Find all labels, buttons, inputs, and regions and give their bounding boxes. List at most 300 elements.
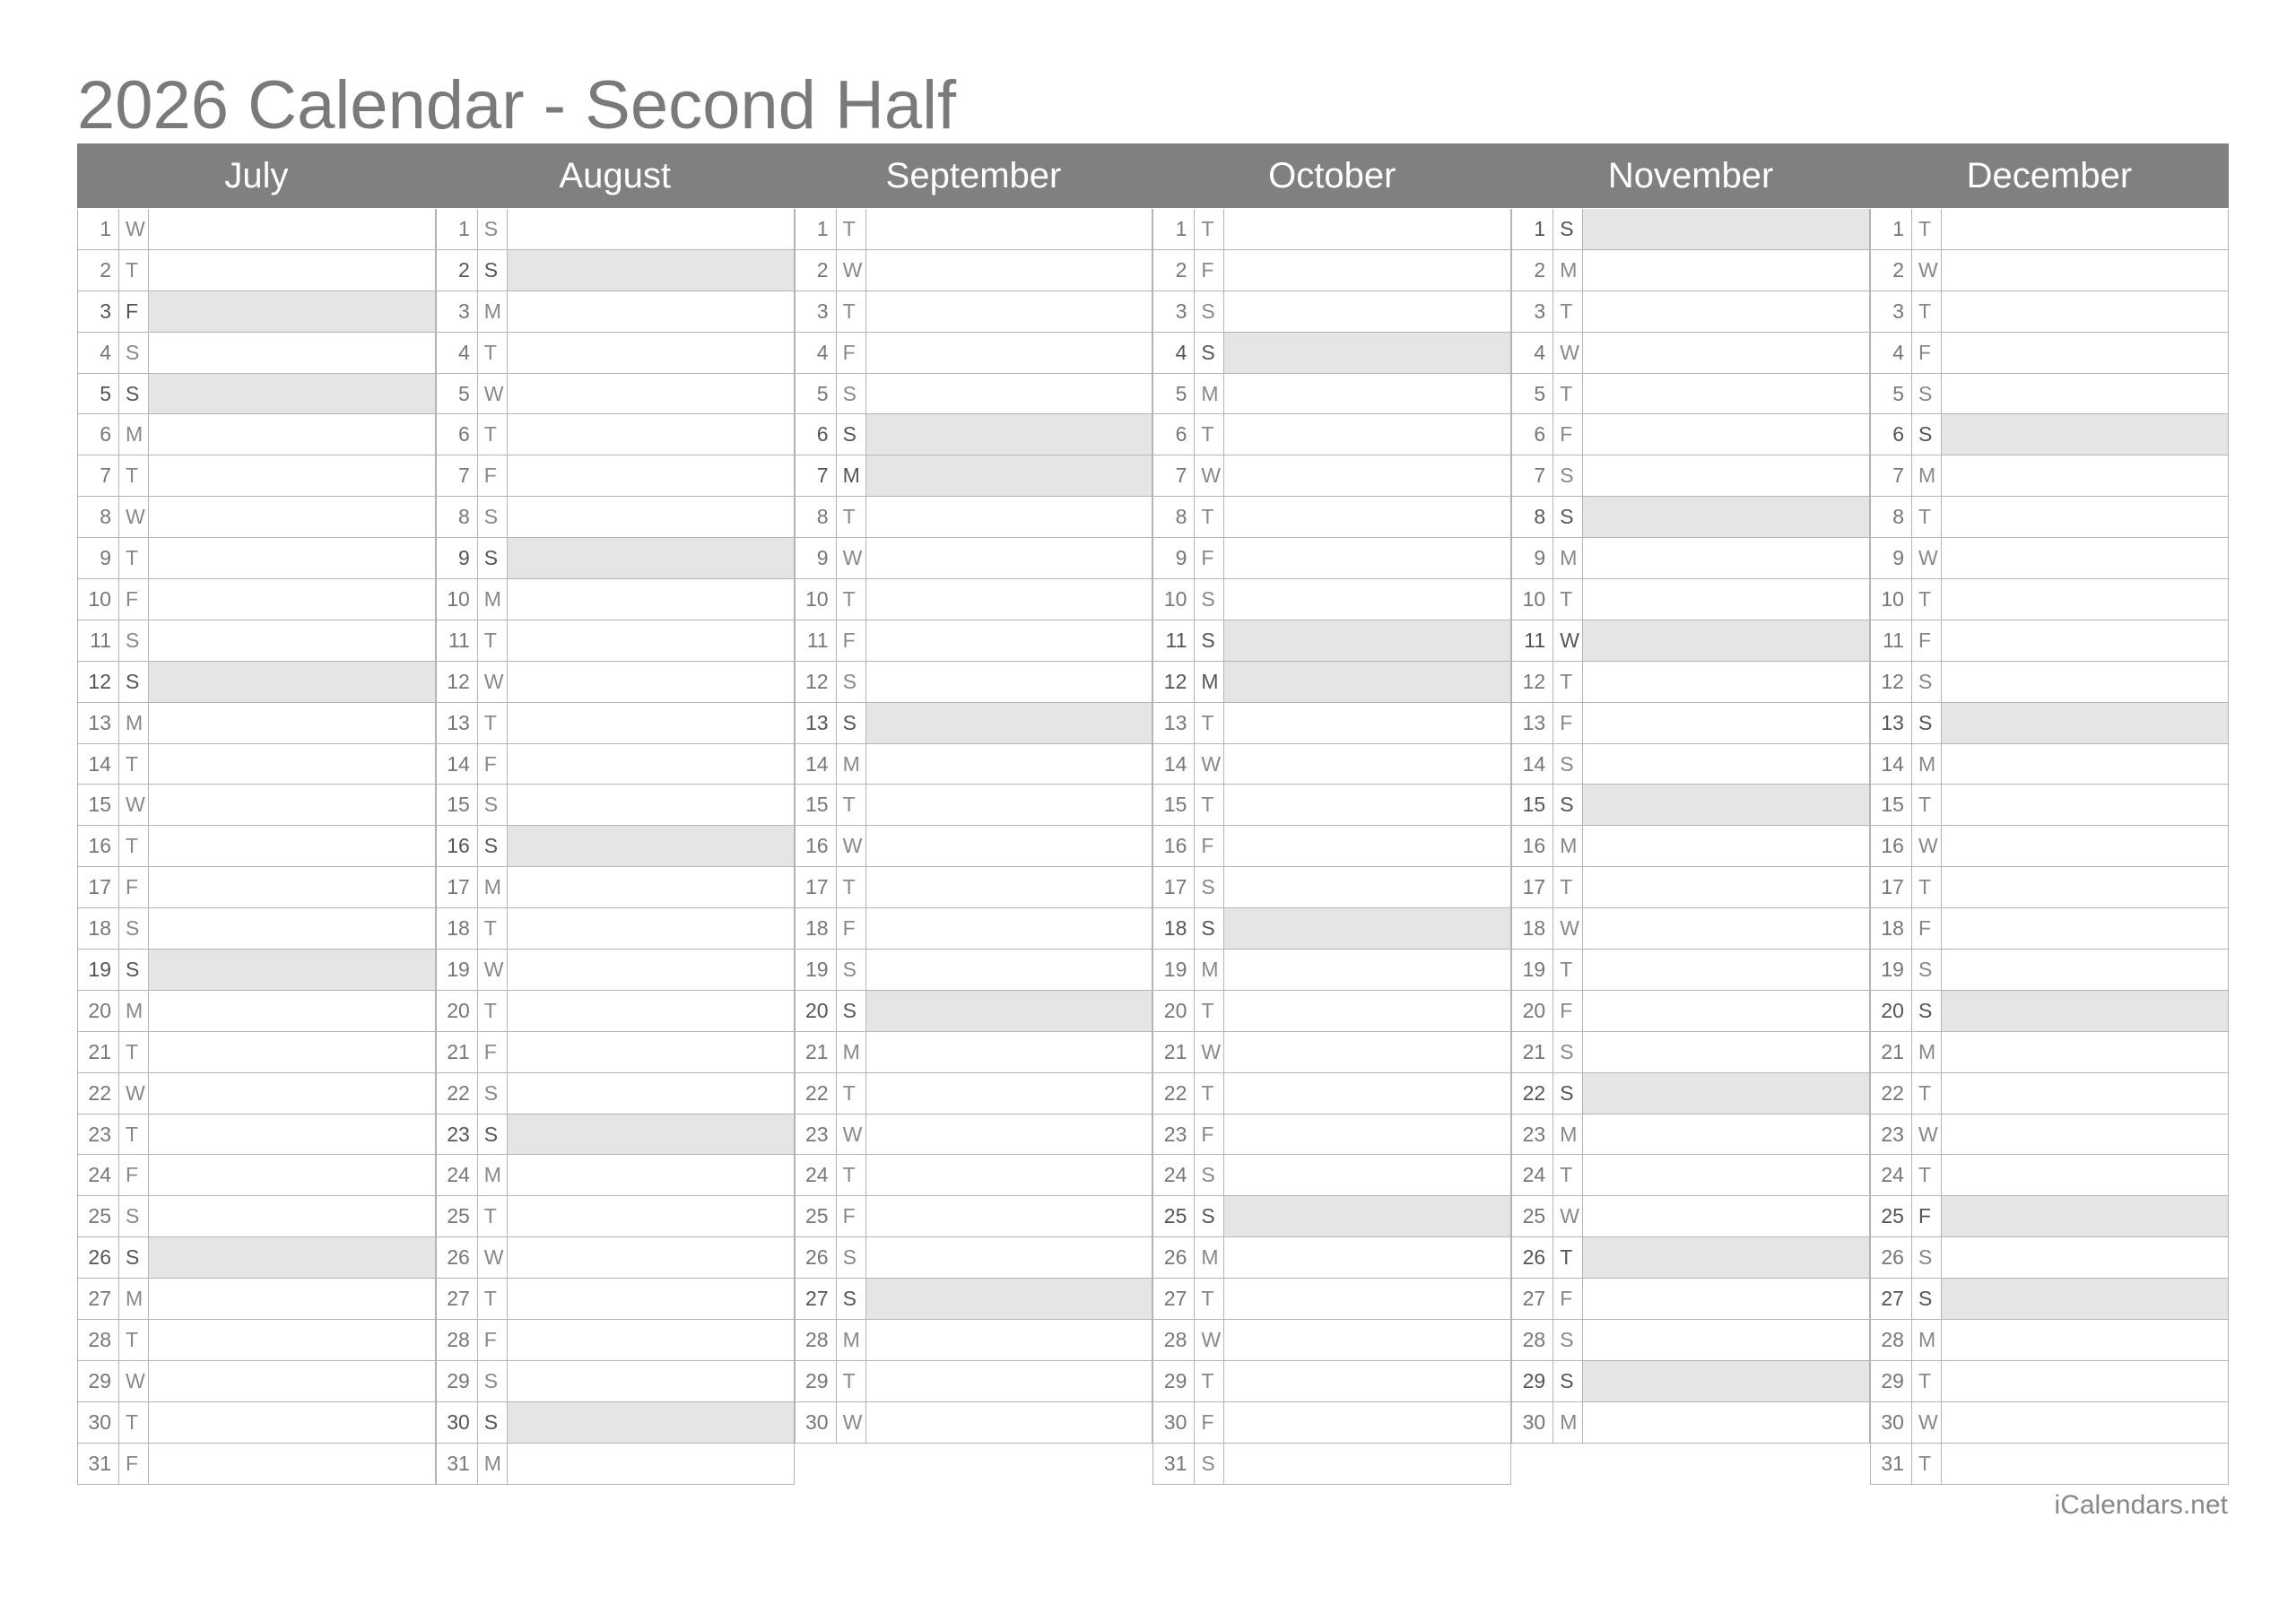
month-column-october: [1152, 209, 1511, 1484]
day-number: 30: [437, 1402, 478, 1443]
weekday-letter: T: [119, 455, 149, 496]
day-note-cell: [1583, 703, 1869, 743]
weekday-letter: T: [1912, 785, 1942, 825]
day-number: 8: [1871, 497, 1912, 537]
day-number: 14: [1512, 744, 1553, 785]
day-note-cell: [1224, 455, 1510, 496]
day-row: [436, 662, 795, 703]
day-number: 3: [78, 291, 119, 332]
weekday-letter: S: [119, 1237, 149, 1278]
day-row: [77, 1115, 436, 1156]
day-row: [1152, 455, 1511, 497]
day-number: 8: [78, 497, 119, 537]
day-number: 10: [1871, 579, 1912, 620]
day-row: [795, 497, 1153, 538]
day-number: 12: [1512, 662, 1553, 702]
day-number: 23: [1512, 1115, 1553, 1155]
day-row: [1152, 374, 1511, 415]
day-row: [436, 209, 795, 250]
weekday-letter: W: [837, 826, 866, 866]
weekday-letter: S: [1195, 291, 1224, 332]
day-number: 16: [1512, 826, 1553, 866]
day-note-cell: [1583, 867, 1869, 907]
weekday-letter: M: [837, 1032, 866, 1072]
weekday-letter: W: [1553, 1196, 1583, 1236]
day-row: [1870, 867, 2229, 908]
weekday-letter: S: [1553, 1032, 1583, 1072]
day-note-cell: [508, 579, 794, 620]
day-row: [1870, 950, 2229, 991]
day-row: [795, 662, 1153, 703]
page-title: 2026 Calendar - Second Half: [77, 67, 957, 143]
weekday-letter: M: [119, 414, 149, 455]
day-note-cell: [1583, 291, 1869, 332]
weekday-letter: M: [1912, 1320, 1942, 1360]
day-note-cell: [508, 867, 794, 907]
day-row: [1511, 991, 1870, 1032]
day-note-cell: [149, 826, 435, 866]
day-number: 21: [1871, 1032, 1912, 1072]
day-note-cell: [1224, 374, 1510, 414]
weekday-letter: F: [1195, 1402, 1224, 1443]
day-note-cell: [1224, 1073, 1510, 1114]
day-note-cell: [1942, 374, 2228, 414]
day-note-cell: [508, 1237, 794, 1278]
day-row: [795, 1402, 1153, 1444]
day-note-cell: [149, 1402, 435, 1443]
day-note-cell: [866, 333, 1152, 373]
day-row: [1511, 497, 1870, 538]
day-number: 26: [78, 1237, 119, 1278]
day-row: [1152, 1237, 1511, 1279]
day-number: 3: [1871, 291, 1912, 332]
day-row: [77, 867, 436, 908]
day-number: 27: [1153, 1279, 1195, 1319]
day-number: 9: [1512, 538, 1553, 578]
day-number: 4: [1153, 333, 1195, 373]
day-note-cell: [1224, 662, 1510, 702]
day-row: [795, 374, 1153, 415]
day-row: [1152, 620, 1511, 662]
day-row: [1870, 538, 2229, 579]
weekday-letter: S: [837, 414, 866, 455]
weekday-letter: S: [1912, 703, 1942, 743]
weekday-letter: S: [478, 1361, 508, 1401]
day-row: [1870, 579, 2229, 620]
day-number: 10: [437, 579, 478, 620]
weekday-letter: S: [1195, 620, 1224, 661]
day-note-cell: [866, 1237, 1152, 1278]
day-number: 6: [78, 414, 119, 455]
day-note-cell: [1583, 250, 1869, 291]
day-row: [1511, 538, 1870, 579]
weekday-letter: T: [1195, 703, 1224, 743]
day-number: 26: [1512, 1237, 1553, 1278]
weekday-letter: F: [478, 455, 508, 496]
weekday-letter: T: [1195, 1361, 1224, 1401]
day-number: 27: [437, 1279, 478, 1319]
day-note-cell: [1224, 414, 1510, 455]
day-number: 17: [1512, 867, 1553, 907]
day-row: [77, 703, 436, 744]
weekday-letter: S: [478, 1115, 508, 1155]
weekday-letter: T: [837, 579, 866, 620]
day-number: 28: [796, 1320, 837, 1360]
day-note-cell: [1224, 1402, 1510, 1443]
day-number: 28: [78, 1320, 119, 1360]
weekday-letter: S: [478, 1402, 508, 1443]
weekday-letter: S: [119, 620, 149, 661]
day-number: 17: [1153, 867, 1195, 907]
day-row: [795, 1237, 1153, 1279]
day-number: 1: [78, 209, 119, 249]
day-number: 11: [1512, 620, 1553, 661]
weekday-letter: T: [119, 1320, 149, 1360]
day-note-cell: [1583, 1361, 1869, 1401]
day-number: 12: [796, 662, 837, 702]
weekday-letter: S: [119, 1196, 149, 1236]
weekday-letter: S: [1195, 333, 1224, 373]
weekday-letter: W: [1195, 1032, 1224, 1072]
weekday-letter: M: [478, 1155, 508, 1195]
day-note-cell: [1583, 991, 1869, 1031]
day-number: 8: [437, 497, 478, 537]
day-row: [1511, 1032, 1870, 1073]
day-row: [795, 1320, 1153, 1361]
day-row: [77, 455, 436, 497]
weekday-letter: S: [119, 374, 149, 414]
day-number: 22: [78, 1073, 119, 1114]
weekday-letter: S: [837, 1237, 866, 1278]
day-note-cell: [508, 703, 794, 743]
day-note-cell: [1942, 1196, 2228, 1236]
day-note-cell: [149, 1155, 435, 1195]
day-row: [77, 1361, 436, 1402]
day-number: 15: [437, 785, 478, 825]
day-number: 14: [437, 744, 478, 785]
day-row: [1511, 1361, 1870, 1402]
day-note-cell: [866, 785, 1152, 825]
day-row: [77, 291, 436, 333]
weekday-letter: T: [1553, 867, 1583, 907]
day-row: [1152, 1073, 1511, 1115]
day-note-cell: [866, 1155, 1152, 1195]
weekday-letter: S: [478, 826, 508, 866]
day-number: 10: [1153, 579, 1195, 620]
weekday-letter: T: [478, 414, 508, 455]
day-note-cell: [866, 620, 1152, 661]
day-row: [1870, 455, 2229, 497]
day-row: [795, 414, 1153, 455]
day-row: [436, 1402, 795, 1444]
day-number: 11: [1871, 620, 1912, 661]
day-note-cell: [1583, 826, 1869, 866]
day-row: [1152, 1320, 1511, 1361]
weekday-letter: T: [1912, 1444, 1942, 1484]
day-number: 25: [796, 1196, 837, 1236]
day-row: [1870, 1444, 2229, 1485]
day-row: [1152, 1444, 1511, 1485]
day-row: [436, 414, 795, 455]
day-note-cell: [508, 455, 794, 496]
day-note-cell: [1224, 250, 1510, 291]
day-number: 17: [1871, 867, 1912, 907]
day-note-cell: [149, 620, 435, 661]
day-note-cell: [1942, 1320, 2228, 1360]
day-row: [1511, 1196, 1870, 1237]
day-number: 29: [1153, 1361, 1195, 1401]
day-number: 19: [1871, 950, 1912, 990]
day-note-cell: [508, 1155, 794, 1195]
weekday-letter: S: [1553, 455, 1583, 496]
day-number: 27: [78, 1279, 119, 1319]
day-row: [1511, 291, 1870, 333]
day-row: [1152, 908, 1511, 950]
weekday-letter: S: [1553, 744, 1583, 785]
day-number: 1: [1871, 209, 1912, 249]
day-note-cell: [149, 744, 435, 785]
weekday-letter: S: [1553, 497, 1583, 537]
day-note-cell: [866, 950, 1152, 990]
day-note-cell: [866, 1196, 1152, 1236]
day-note-cell: [149, 1196, 435, 1236]
day-number: 10: [78, 579, 119, 620]
day-number: 21: [1153, 1032, 1195, 1072]
day-row: [77, 1444, 436, 1485]
day-number: 20: [1153, 991, 1195, 1031]
day-note-cell: [1942, 1155, 2228, 1195]
day-number: 11: [796, 620, 837, 661]
weekday-letter: M: [837, 1320, 866, 1360]
day-row: [1152, 333, 1511, 374]
weekday-letter: W: [119, 785, 149, 825]
day-note-cell: [149, 374, 435, 414]
day-number: 29: [437, 1361, 478, 1401]
day-number: 15: [1871, 785, 1912, 825]
day-number: 14: [1153, 744, 1195, 785]
day-row: [1870, 1402, 2229, 1444]
day-number: 26: [1153, 1237, 1195, 1278]
weekday-letter: S: [1553, 1361, 1583, 1401]
day-row: [795, 455, 1153, 497]
day-row: [436, 991, 795, 1032]
day-note-cell: [1583, 497, 1869, 537]
weekday-letter: F: [1195, 826, 1224, 866]
weekday-letter: T: [119, 1402, 149, 1443]
day-row: [77, 1073, 436, 1115]
weekday-letter: S: [1912, 991, 1942, 1031]
day-note-cell: [866, 1361, 1152, 1401]
day-row: [1152, 826, 1511, 867]
weekday-letter: S: [1195, 908, 1224, 949]
weekday-letter: M: [837, 455, 866, 496]
day-row: [1152, 209, 1511, 250]
weekday-letter: S: [837, 991, 866, 1031]
day-row: [1511, 1237, 1870, 1279]
month-column-november: [1511, 209, 1870, 1484]
day-number: 4: [796, 333, 837, 373]
day-number: 7: [1512, 455, 1553, 496]
weekday-letter: T: [478, 703, 508, 743]
day-note-cell: [149, 950, 435, 990]
day-number: 3: [796, 291, 837, 332]
weekday-letter: M: [119, 703, 149, 743]
day-note-cell: [1583, 1032, 1869, 1072]
weekday-letter: W: [1912, 250, 1942, 291]
day-note-cell: [149, 662, 435, 702]
day-note-cell: [1583, 1115, 1869, 1155]
weekday-letter: F: [119, 1444, 149, 1484]
day-note-cell: [508, 826, 794, 866]
weekday-letter: F: [1553, 703, 1583, 743]
weekday-letter: S: [1195, 867, 1224, 907]
day-row: [795, 1032, 1153, 1073]
day-row: [1511, 579, 1870, 620]
weekday-letter: M: [1553, 1115, 1583, 1155]
day-row: [1152, 744, 1511, 785]
day-number: 31: [1871, 1444, 1912, 1484]
day-row: [795, 991, 1153, 1032]
day-note-cell: [149, 1279, 435, 1319]
day-note-cell: [508, 744, 794, 785]
day-number: 13: [1512, 703, 1553, 743]
day-note-cell: [508, 333, 794, 373]
weekday-letter: T: [837, 867, 866, 907]
day-row: [77, 662, 436, 703]
weekday-letter: S: [837, 950, 866, 990]
day-number: 29: [78, 1361, 119, 1401]
day-row: [795, 703, 1153, 744]
day-row: [436, 908, 795, 950]
day-number: 7: [1153, 455, 1195, 496]
day-row: [1152, 950, 1511, 991]
weekday-letter: T: [119, 1115, 149, 1155]
weekday-letter: T: [1553, 950, 1583, 990]
day-number: 12: [1871, 662, 1912, 702]
day-note-cell: [866, 291, 1152, 332]
day-number: 28: [1512, 1320, 1553, 1360]
day-row: [436, 1444, 795, 1485]
day-row: [436, 950, 795, 991]
weekday-letter: T: [837, 1073, 866, 1114]
day-number: 26: [796, 1237, 837, 1278]
day-number: 19: [1153, 950, 1195, 990]
day-number: 30: [78, 1402, 119, 1443]
day-row: [436, 497, 795, 538]
weekday-letter: F: [119, 291, 149, 332]
weekday-letter: M: [478, 579, 508, 620]
day-row: [436, 1361, 795, 1402]
day-row: [1870, 991, 2229, 1032]
weekday-letter: F: [478, 1032, 508, 1072]
day-note-cell: [866, 1115, 1152, 1155]
day-row: [436, 1196, 795, 1237]
day-number: 12: [1153, 662, 1195, 702]
day-row: [795, 950, 1153, 991]
day-note-cell: [1942, 991, 2228, 1031]
weekday-letter: W: [1553, 908, 1583, 949]
weekday-letter: F: [1195, 1115, 1224, 1155]
day-number: 30: [796, 1402, 837, 1443]
day-number: 29: [1512, 1361, 1553, 1401]
day-row: [1152, 1155, 1511, 1196]
day-row: [1870, 826, 2229, 867]
day-row: [1870, 662, 2229, 703]
day-note-cell: [508, 497, 794, 537]
weekday-letter: F: [1912, 620, 1942, 661]
day-row: [436, 1073, 795, 1115]
day-row: [795, 291, 1153, 333]
day-row: [1511, 703, 1870, 744]
weekday-letter: S: [837, 703, 866, 743]
day-note-cell: [149, 414, 435, 455]
day-number: 27: [796, 1279, 837, 1319]
weekday-letter: F: [478, 1320, 508, 1360]
day-note-cell: [1583, 538, 1869, 578]
day-row: [1152, 1032, 1511, 1073]
day-number: 7: [1871, 455, 1912, 496]
day-row: [77, 497, 436, 538]
day-number: 9: [437, 538, 478, 578]
day-row: [436, 374, 795, 415]
day-number: 5: [1153, 374, 1195, 414]
weekday-letter: S: [119, 662, 149, 702]
day-number: 26: [1871, 1237, 1912, 1278]
weekday-letter: T: [1912, 497, 1942, 537]
day-note-cell: [866, 867, 1152, 907]
day-number: 9: [1871, 538, 1912, 578]
day-number: 3: [1153, 291, 1195, 332]
weekday-letter: T: [478, 991, 508, 1031]
day-row: [1511, 662, 1870, 703]
day-row: [795, 209, 1153, 250]
day-row: [795, 1361, 1153, 1402]
day-number: 4: [1512, 333, 1553, 373]
day-row: [1511, 1115, 1870, 1156]
weekday-letter: T: [119, 826, 149, 866]
day-number: 30: [1512, 1402, 1553, 1443]
day-number: 15: [796, 785, 837, 825]
day-note-cell: [149, 250, 435, 291]
day-number: 5: [78, 374, 119, 414]
day-row: [1152, 1361, 1511, 1402]
day-row: [77, 1032, 436, 1073]
weekday-letter: W: [119, 497, 149, 537]
weekday-letter: W: [837, 538, 866, 578]
day-number: 13: [1871, 703, 1912, 743]
weekday-letter: S: [837, 374, 866, 414]
weekday-letter: W: [478, 662, 508, 702]
day-number: 24: [796, 1155, 837, 1195]
day-row: [795, 333, 1153, 374]
day-row: [795, 579, 1153, 620]
day-row: [795, 1155, 1153, 1196]
day-number: 23: [1871, 1115, 1912, 1155]
day-note-cell: [1583, 1279, 1869, 1319]
day-number: 14: [78, 744, 119, 785]
day-row: [795, 538, 1153, 579]
day-note-cell: [1942, 209, 2228, 249]
day-note-cell: [149, 867, 435, 907]
day-number: 8: [1512, 497, 1553, 537]
day-number: 21: [796, 1032, 837, 1072]
month-header-november: November: [1607, 156, 1774, 195]
day-note-cell: [508, 250, 794, 291]
day-number: 18: [796, 908, 837, 949]
day-note-cell: [1942, 250, 2228, 291]
weekday-letter: T: [1912, 291, 1942, 332]
day-note-cell: [866, 1279, 1152, 1319]
